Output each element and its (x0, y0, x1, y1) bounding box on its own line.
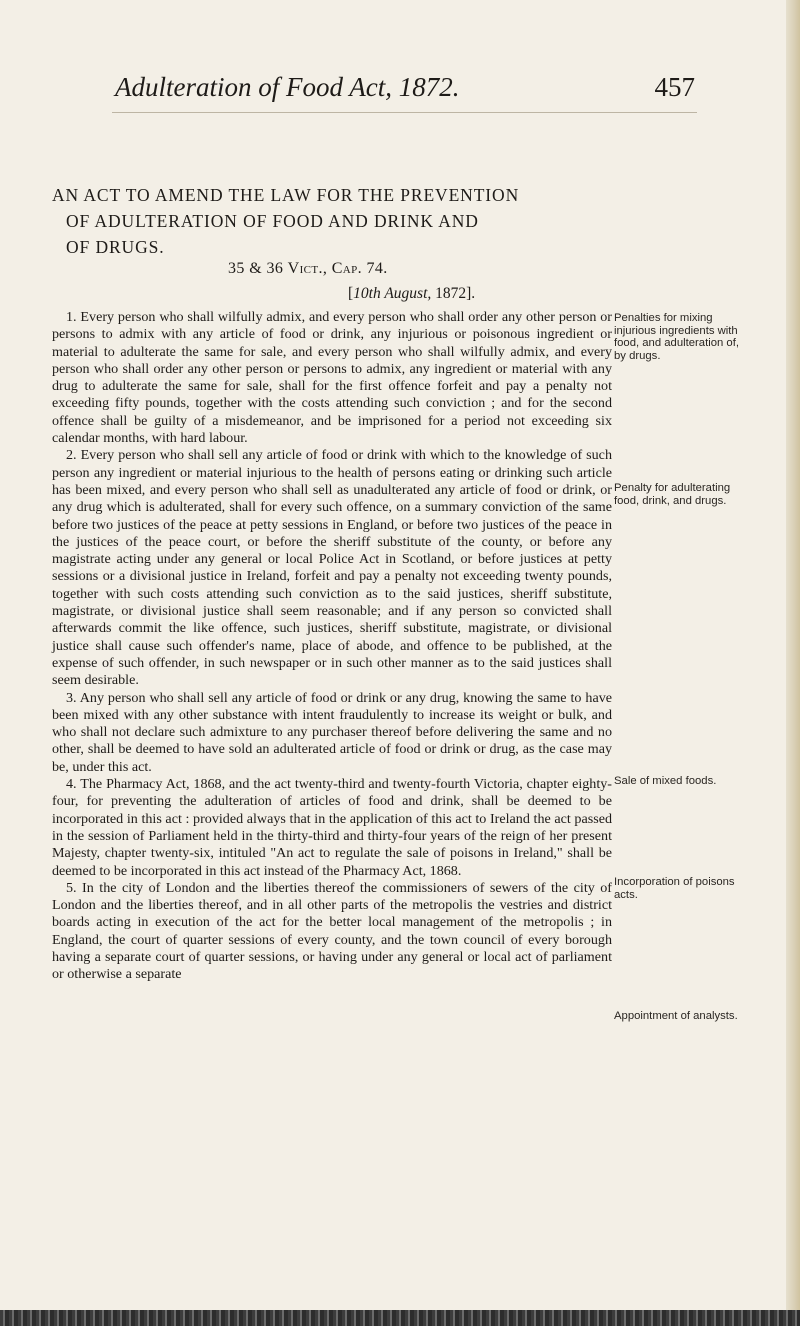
act-title-line-3: OF DRUGS. (66, 237, 165, 257)
act-body (52, 309, 612, 984)
citation-chapter: 74. (366, 260, 388, 277)
section-2: 2. Every person who shall sell any article of food or drink with which to the knowledge of such person any ingredient or material injurious to the health of persons eating or drinking such article has been mixed, and every person who shall sell as unadulterated any article of food or drink, or any drug which is adulterated, shall for every such offence, on a summary conviction of the same before two justices of the peace at petty sessions in England, or before two justices of the peace in the justices of the peace court, or before the sheriff substitute of the county, or before any magistrate acting under any general or local Police Act in Scotland, or before justices at petty sessions or a divisional justice in Ireland, forfeit and pay a penalty not exceeding twenty pounds, together with such costs attending such conviction as to the said justices, sheriff substitute, magistrate, or divisional justice shall seem reasonable; and if any person so convicted shall afterwards commit the like offence, such justices, sheriff substitute, magistrate, or divisional justice shall cause such offender's name, place of abode, and offence to be published, at the expense of such offender, in such newspaper or in such other manner as to the said justices shall seem desirable. (52, 447, 612, 689)
running-head-rule (112, 112, 697, 113)
running-head (115, 72, 695, 103)
scan-bottom-strip (0, 1310, 800, 1326)
act-title-line-1: AN ACT TO AMEND THE LAW FOR THE PREVENTION (52, 185, 520, 205)
date-open-bracket: [ (348, 285, 354, 302)
margin-note-penalty-adulterating: Penalty for adulterating food, drink, and drugs. (614, 482, 731, 507)
page-number: 457 (654, 72, 695, 102)
act-title-line-2: OF ADULTERATION OF FOOD AND DRINK AND (66, 211, 479, 231)
margin-note-appointment-analysts: Appointment of analysts. (614, 1010, 738, 1022)
date-day: 10th August, (353, 285, 432, 302)
section-5: 5. In the city of London and the liberties thereof the commissioners of sewers of the city of London and the liberties thereof, and in all other parts of the metropolis the vestries and district boards acting in execution of the act for the better local management of the metropolis ; in England, the court of quarter sessions of every county, and the town council of every borough having a separate court of quarter sessions, or having under any general or local act of parliament or otherwise a separate (52, 879, 612, 983)
date-year: 1872]. (431, 285, 476, 302)
margin-note-sale-mixed-foods: Sale of mixed foods. (614, 775, 717, 787)
act-citation (228, 260, 388, 278)
running-head-title: Adulteration of Food Act, 1872. (115, 72, 460, 102)
act-title (52, 182, 652, 260)
section-4: 4. The Pharmacy Act, 1868, and the act twenty-third and twenty-fourth Victoria, chapter eighty-four, for preventing the adulteration of articles of food and drink, shall be deemed to be incorporated in this act : provided always that in the application of this act to Ireland the act passed in the session of Parliament held in the thirty-third and thirty-four years of the reign of her present Majesty, chapter twenty-six, intituled "An act to regulate the sale of poisons in Ireland," shall be deemed to be incorporated in this act instead of the Pharmacy Act, 1868. (52, 776, 612, 879)
page-edge (786, 0, 800, 1326)
citation-numbers: 35 & 36 (228, 260, 284, 277)
margin-note-incorporation-poisons: Incorporation of poisons acts. (614, 876, 735, 901)
section-1: 1. Every person who shall wilfully admix, and every person who shall order any other person or persons to admix with any article of food or drink, any injurious or poisonous ingredient or material to adulterate the same for sale, and every person who shall wilfully admix, and every person who shall order any other person or persons to admix, any ingredient or material with any drug to adulterate the same for sale, shall for the first offence forfeit and pay a penalty not exceeding fifty pounds, together with the costs attending such conviction ; and for the second offence shall be guilty of a misdemeanor, and be imprisoned for a period not exceeding six calendar months, with hard labour. (52, 309, 612, 447)
citation-vict: Vict., Cap. (287, 260, 363, 277)
margin-note-penalties-mixing: Penalties for mixing injurious ingredients with food, and adulteration of, by drugs. (614, 312, 739, 362)
act-date (348, 285, 475, 303)
section-3: 3. Any person who shall sell any article of food or drink or any drug, knowing the same to have been mixed with any other substance with intent fraudulently to increase its weight or bulk, and who shall not declare such admixture to any purchaser thereof before delivering the same and no other, shall be deemed to have sold an adulterated article of food or drink or drug, as the case may be, under this act. (52, 689, 612, 775)
